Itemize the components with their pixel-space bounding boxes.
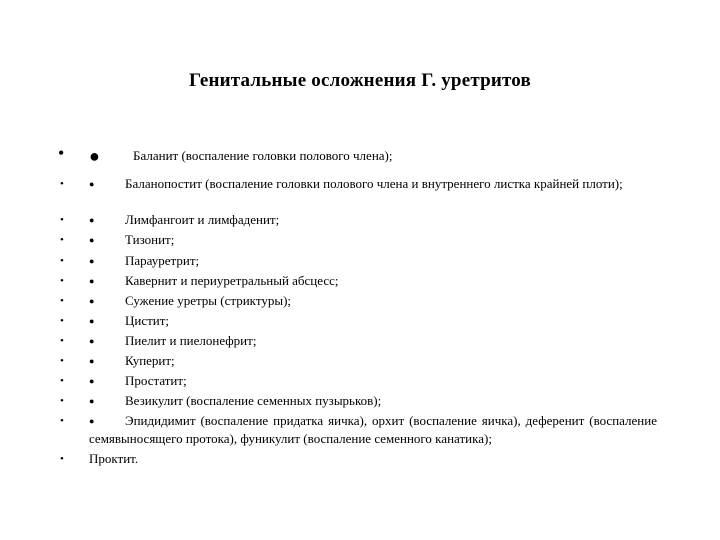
item-text: Тизонит; — [125, 232, 175, 247]
item-text: Простатит; — [125, 373, 187, 388]
bullet-icon: • — [60, 295, 64, 307]
bullet-dot-icon: ● — [89, 256, 95, 266]
bullet-icon: • — [60, 355, 64, 367]
bullet-icon: • — [60, 214, 64, 226]
bullet-dot-icon: ● — [89, 396, 95, 406]
bullet-icon: • — [60, 415, 64, 427]
slide-title: Генитальные осложнения Г. уретритов — [189, 70, 531, 91]
bullet-dot-icon: ● — [89, 356, 95, 366]
bullet-icon: • — [60, 395, 64, 407]
item-text: Эпидидимит (воспаление придатка яичка), орхит (воспаление яичка), деференит (воспаление семявыносящего протока), фуникулит (воспаление семенного канатика); — [89, 413, 657, 446]
item-text: Сужение уретры (стриктуры); — [125, 293, 292, 308]
item-text: Куперит; — [125, 353, 175, 368]
item-text: Баланит (воспаление головки полового члена); — [133, 148, 393, 163]
bullet-dot-icon: ● — [89, 416, 95, 426]
item-text: Пиелит и пиелонефрит; — [125, 333, 257, 348]
bullet-dot-icon: ● — [89, 336, 95, 346]
bullet-icon: • — [60, 453, 64, 465]
item-text: Цистит; — [125, 313, 170, 328]
bullet-icon: • — [58, 143, 65, 163]
bullet-icon: • — [60, 275, 64, 287]
bullet-dot-icon: ● — [89, 276, 95, 286]
item-text: Баланопостит (воспаление головки полового члена и внутреннего листка крайней плоти); — [125, 176, 623, 191]
item-text: Кавернит и периуретральный абсцесс; — [125, 273, 339, 288]
bullet-icon: • — [60, 335, 64, 347]
bullet-icon: • — [60, 234, 64, 246]
bullet-icon: • — [60, 255, 64, 267]
bullet-icon: • — [60, 178, 64, 190]
bullet-dot-icon: ● — [89, 296, 95, 306]
item-text: Парауретрит; — [125, 253, 200, 268]
bullet-dot-icon: ● — [89, 316, 95, 326]
bullet-icon: • — [60, 315, 64, 327]
item-text: Проктит. — [89, 451, 139, 466]
bullet-dot-icon: ● — [89, 146, 100, 166]
bullet-dot-icon: ● — [89, 215, 95, 225]
bullet-dot-icon: ● — [89, 179, 95, 189]
bullet-icon: • — [60, 375, 64, 387]
item-text: Лимфангоит и лимфаденит; — [125, 212, 280, 227]
bullet-dot-icon: ● — [89, 376, 95, 386]
item-text: Везикулит (воспаление семенных пузырьков); — [125, 393, 382, 408]
bullet-dot-icon: ● — [89, 235, 95, 245]
